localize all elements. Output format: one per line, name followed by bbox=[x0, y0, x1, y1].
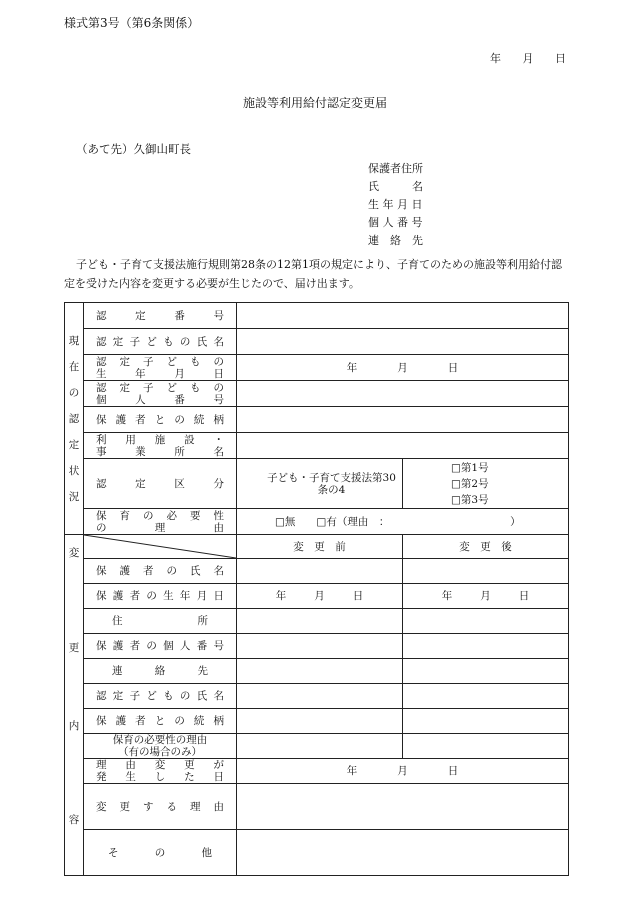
change-relation-label: 保護者との続柄 bbox=[84, 709, 237, 734]
relation-label: 保護者との続柄 bbox=[84, 407, 237, 433]
relation-field[interactable] bbox=[237, 407, 569, 433]
diagonal-header-cell bbox=[84, 535, 237, 559]
after-change-header: 変 更 後 bbox=[403, 535, 569, 559]
cert-class-option-1[interactable]: □第1号 bbox=[451, 461, 489, 474]
form-number: 様式第3号（第6条関係） bbox=[64, 16, 200, 30]
contact-label: 連絡先 bbox=[84, 659, 237, 684]
contact-before[interactable] bbox=[237, 659, 403, 684]
change-reason-field[interactable] bbox=[237, 784, 569, 830]
cert-class-option-3[interactable]: □第3号 bbox=[451, 493, 489, 506]
necessity-label: 保育の必要性 の理由 bbox=[84, 509, 237, 535]
child-name-field[interactable] bbox=[237, 329, 569, 355]
guardian-birth-label: 保護者の生年月日 bbox=[84, 584, 237, 609]
applicant-address-label: 保護者住所 bbox=[368, 162, 423, 175]
child-name-after[interactable] bbox=[403, 684, 569, 709]
cert-number-field[interactable] bbox=[237, 303, 569, 329]
document-title: 施設等利用給付認定変更届 bbox=[242, 96, 387, 110]
change-form-table bbox=[64, 302, 569, 876]
cert-class-option-2[interactable]: □第2号 bbox=[451, 477, 489, 490]
change-content-category: 変 更 内 容 bbox=[65, 535, 84, 876]
facility-field[interactable] bbox=[237, 433, 569, 459]
guardian-number-label: 保護者の個人番号 bbox=[84, 634, 237, 659]
necessity-after[interactable] bbox=[403, 734, 569, 759]
change-necessity-label: 保育の必要性の理由 （有の場合のみ） bbox=[84, 734, 237, 759]
guardian-name-label: 保護者の氏名 bbox=[84, 559, 237, 584]
child-number-label: 認定子どもの 個人番号 bbox=[84, 381, 237, 407]
applicant-contact-label: 連 絡 先 bbox=[368, 234, 423, 247]
date-day-label: 日 bbox=[555, 52, 566, 65]
necessity-before[interactable] bbox=[237, 734, 403, 759]
addressee: （あて先）久御山町長 bbox=[76, 142, 191, 156]
applicant-name-label: 氏 名 bbox=[368, 180, 423, 193]
date-month-label: 月 bbox=[522, 52, 534, 65]
guardian-number-before[interactable] bbox=[237, 634, 403, 659]
guardian-number-after[interactable] bbox=[403, 634, 569, 659]
contact-after[interactable] bbox=[403, 659, 569, 684]
other-label: その他 bbox=[84, 830, 237, 876]
guardian-birth-before[interactable]: 年 月 日 bbox=[237, 584, 403, 609]
child-number-field[interactable] bbox=[237, 381, 569, 407]
applicant-birth-label: 生 年 月 日 bbox=[368, 198, 423, 211]
current-status-category: 現 在 の 認 定 状 況 bbox=[65, 303, 84, 535]
before-change-header: 変 更 前 bbox=[237, 535, 403, 559]
child-name-before[interactable] bbox=[237, 684, 403, 709]
cert-class-law-text: 子ども・子育て支援法第30条の4 bbox=[237, 459, 403, 509]
cert-class-label: 認定区分 bbox=[84, 459, 237, 509]
relation-before[interactable] bbox=[237, 709, 403, 734]
submission-date bbox=[472, 50, 566, 66]
other-field[interactable] bbox=[237, 830, 569, 876]
guardian-name-before[interactable] bbox=[237, 559, 403, 584]
change-child-name-label: 認定子どもの氏名 bbox=[84, 684, 237, 709]
relation-after[interactable] bbox=[403, 709, 569, 734]
cert-number-label: 認定番号 bbox=[84, 303, 237, 329]
applicant-number-label: 個 人 番 号 bbox=[368, 216, 423, 229]
facility-label: 利用施設・ 事業所名 bbox=[84, 433, 237, 459]
change-date-label: 理由変更が 発生した日 bbox=[84, 759, 237, 784]
declaration-text: 子ども・子育て支援法施行規則第28条の12第1項の規定により、子育てのための施設等利用給付認定を受けた内容を変更する必要が生じたので、届け出ます。 bbox=[64, 258, 562, 290]
address-after[interactable] bbox=[403, 609, 569, 634]
diagonal-line bbox=[84, 535, 236, 558]
address-before[interactable] bbox=[237, 609, 403, 634]
child-name-label: 認定子どもの氏名 bbox=[84, 329, 237, 355]
change-date-field[interactable]: 年 月 日 bbox=[237, 759, 569, 784]
address-label: 住所 bbox=[84, 609, 237, 634]
cert-class-options[interactable] bbox=[403, 459, 569, 509]
guardian-name-after[interactable] bbox=[403, 559, 569, 584]
necessity-field[interactable]: □無 □有（理由 ： ） bbox=[237, 509, 569, 535]
date-year-label: 年 bbox=[490, 52, 501, 65]
child-birth-field[interactable]: 年 月 日 bbox=[237, 355, 569, 381]
guardian-birth-after[interactable]: 年 月 日 bbox=[403, 584, 569, 609]
child-birth-label: 認定子どもの 生年月日 bbox=[84, 355, 237, 381]
change-reason-label: 変更する理由 bbox=[84, 784, 237, 830]
applicant-info bbox=[368, 160, 423, 250]
